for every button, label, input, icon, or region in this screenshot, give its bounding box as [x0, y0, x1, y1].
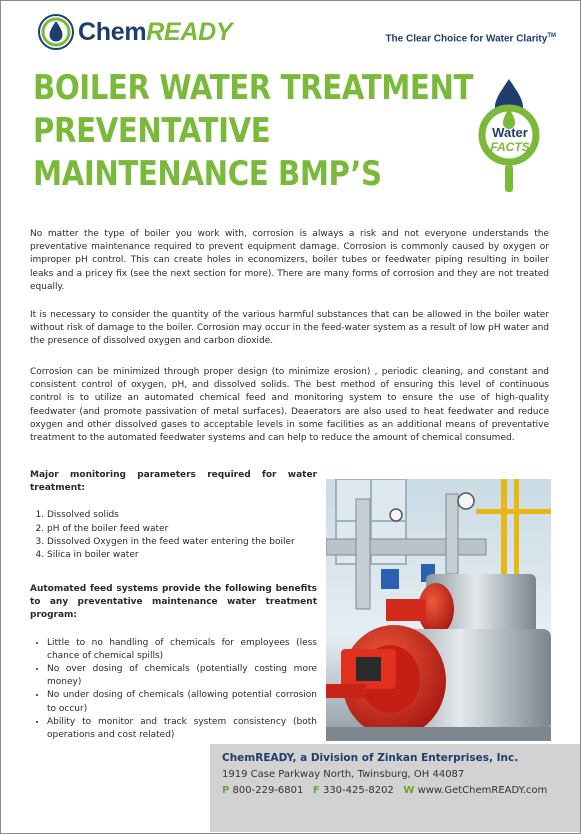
benefits-heading: Automated feed systems provide the following benefits to any preventative maintenance water treatment program: — [30, 584, 317, 621]
list-item: 3. Dissolved Oxygen in the feed water entering the boiler — [47, 536, 317, 549]
title-line-3: MAINTENANCE BMP’S — [33, 154, 382, 194]
water-drop-logo-icon — [38, 14, 74, 50]
badge-word-facts: FACTS — [490, 140, 530, 154]
monitoring-section — [30, 469, 317, 562]
phone-label: P — [222, 785, 230, 796]
paragraph-minimize-corrosion: Corrosion can be minimized through proper design (to minimize erosion) , periodic cleaning, and constant and consistent control of oxygen, pH, and dissolved solids. The best method of ensuring this level of continuous control is to utilize an automated chemical feed and monitoring system to ensure the use of high-quality feedwater (and promote passivation of metal surfaces). Deaerators are also used to heat feedwater and reduce oxygen and other dissolved gases to acceptable levels in some facilities as an additional means of preventative treatment to the automated feedwater systems and can help to reduce the amount of chemical consumed. — [30, 367, 549, 444]
logo-chem-text: Chem — [78, 17, 147, 46]
list-item: • No under dosing of chemicals (allowing potential corrosion to occur) — [47, 689, 317, 715]
boiler-room-photo — [326, 479, 551, 741]
phone-number[interactable]: 800-229-6801 — [232, 785, 304, 796]
list-item: • No over dosing of chemicals (potentially costing more money) — [47, 663, 317, 689]
page-title — [33, 67, 474, 196]
chemready-logo[interactable] — [38, 14, 232, 50]
tagline: The Clear Choice for Water Clarity™ — [385, 33, 556, 45]
monitoring-heading: Major monitoring parameters required for water treatment: — [30, 470, 317, 494]
title-line-1: BOILER WATER TREATMENT — [33, 68, 474, 108]
list-item: 4. Silica in boiler water — [47, 549, 317, 562]
benefits-list — [30, 637, 317, 743]
monitoring-list — [30, 509, 317, 562]
paragraph-harmful-substances: It is necessary to consider the quantity of the various harmful substances that can be allowed in the boiler water without risk of damage to the boiler. Corrosion may occur in the feed-water system as a result of low pH water and the presence of dissolved oxygen and carbon dioxide. — [30, 310, 549, 347]
badge-word-water: Water — [492, 125, 528, 140]
web-label: W — [403, 785, 415, 796]
website-link[interactable]: www.GetChemREADY.com — [417, 785, 548, 796]
footer-contacts — [222, 785, 547, 796]
list-item: 2. pH of the boiler feed water — [47, 523, 317, 536]
title-line-2: PREVENTATIVE — [33, 111, 271, 151]
benefits-section — [30, 583, 317, 742]
water-facts-magnifier-icon — [463, 77, 555, 195]
fax-number: 330-425-8202 — [322, 785, 394, 796]
list-item: • Little to no handling of chemicals for employees (less chance of chemical spills) — [47, 637, 317, 663]
footer-company: ChemREADY, a Division of Zinkan Enterprises, Inc. — [222, 752, 519, 764]
list-item: • Ability to monitor and track system consistency (both operations and cost related) — [47, 716, 317, 742]
list-item: 1. Dissolved solids — [47, 509, 317, 522]
paragraph-corrosion-risk: No matter the type of boiler you work with, corrosion is always a risk and not everyone understands the preventative maintenance required to prevent equipment damage. Corrosion is commonly caused by oxygen or improper pH control. This can create holes in economizers, boiler tubes or feedwater piping resulting in boiler leaks and a pricey fix (see the next section for more). There are many forms of corrosion and they are not treated equally. — [30, 229, 549, 292]
logo-ready-text: READY — [146, 17, 233, 46]
contact-footer — [210, 744, 580, 832]
fax-label: F — [312, 785, 320, 796]
footer-address: 1919 Case Parkway North, Twinsburg, OH 44087 — [222, 769, 465, 780]
